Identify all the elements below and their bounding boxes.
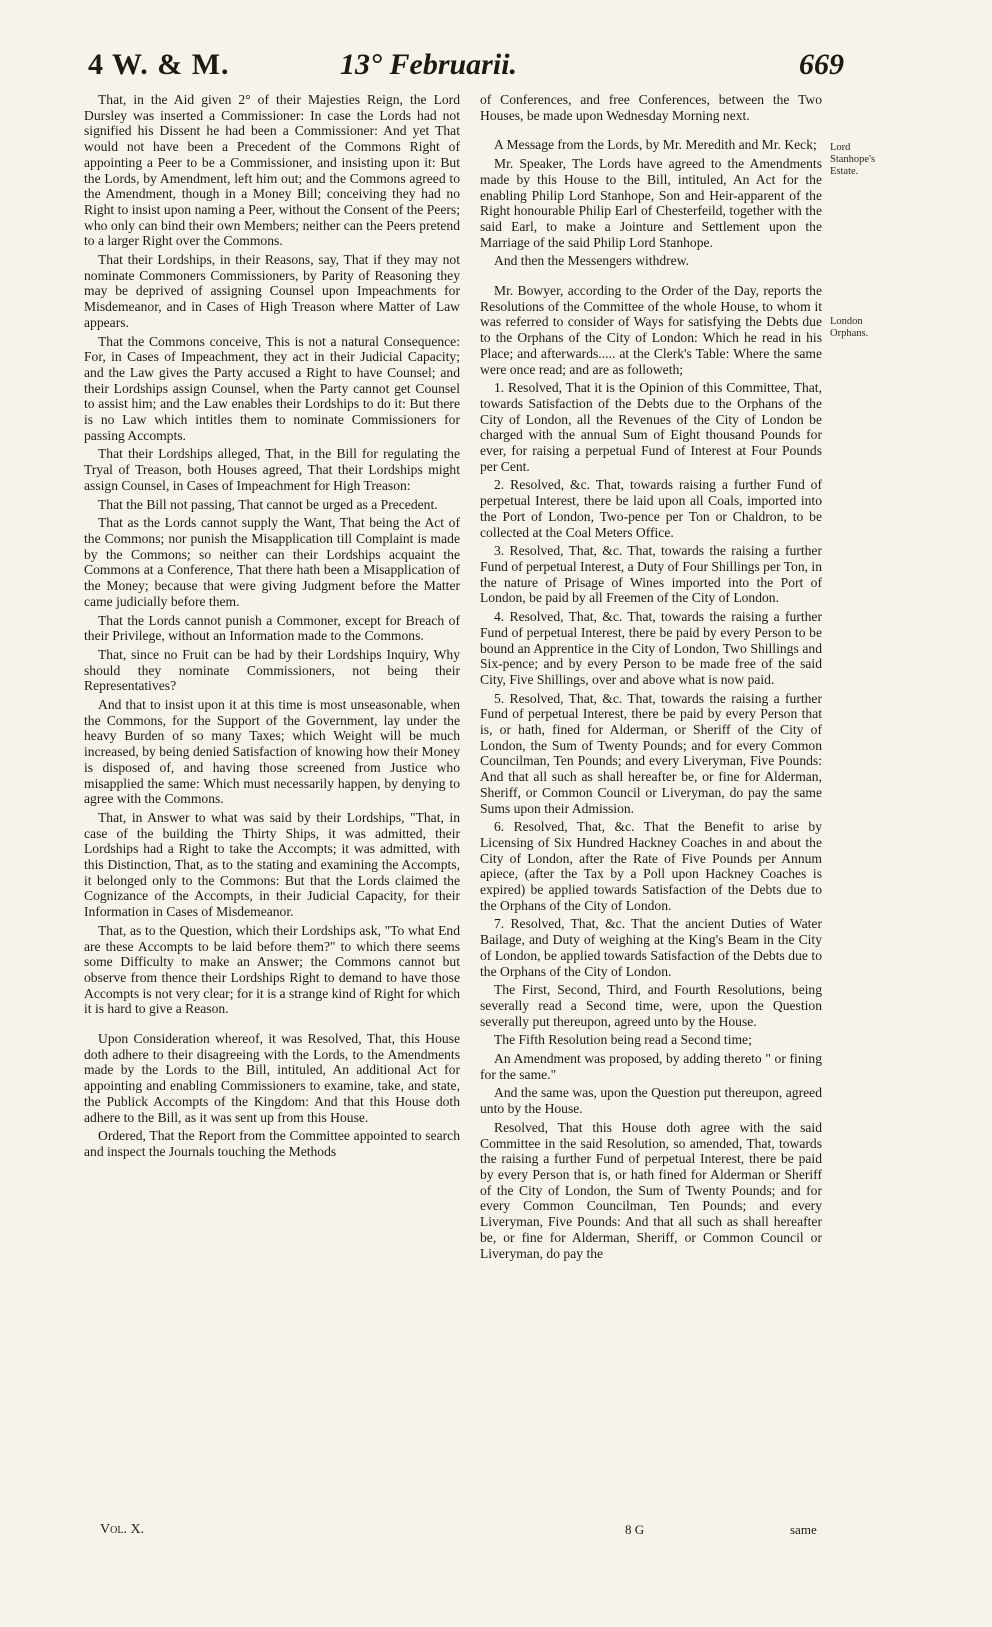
paragraph: And that to insist upon it at this time is most unseasonable, when the Commons, for the Support of the Government, lay under the heavy Burden of so many Taxes; which Weight will be much increased, by being denied Satisfaction of knowing how their Money is disposed of, and having those screened from Justice who misapplied the same: Which must necessarily happen, by denying to agree with the Commons. — [84, 697, 460, 807]
paragraph: An Amendment was proposed, by adding thereto " or fining for the same." — [480, 1051, 822, 1082]
volume-label: Vol. X. — [100, 1522, 145, 1537]
paragraph: That, in the Aid given 2° of their Majesties Reign, the Lord Dursley was inserted a Commissioner: In case the Lords had not signified his Dissent he had been a Commissioner: And yet That would not have been a Precedent of the Commons Right of appointing a Peer to be a Commissioner, and insisting upon it: But the Lords, by Amendment, left him out; and the Commons agreed to the Amendment, though in a Money Bill; conceiving they had no Right to insist upon naming a Peer, without the Consent of the Peers; who only can bind their own Members; neither can the Peers pretend to a larger Right over the Commons. — [84, 92, 460, 249]
paragraph: The Fifth Resolution being read a Second time; — [494, 1032, 752, 1048]
paragraph: Resolved, That this House doth agree with the said Committee in the said Resolution, so amended, That, towards the raising a further Fund of perpetual Interest, there be paid by every Person that is, or hath fined for Alderman or Sheriff of the City of London, the Sum of Twenty Pounds; and for every Common Councilman, Ten Pounds; and every Liveryman, Five Pounds: And that all such as shall hereafter be, or fine for Alderman, Sheriff, or Common Council or Liveryman, do pay the — [480, 1119, 822, 1261]
resolution-item: 2. Resolved, &c. That, towards raising a further Fund of perpetual Interest, there be laid upon all Coals, imported into the Port of London, Two-pence per Ton or Chaldron, to be collected at the Coal Meters Office. — [480, 477, 822, 540]
date-heading: 13° Februarii. — [340, 48, 518, 81]
paragraph: Mr. Speaker, The Lords have agreed to the Amendments made by this House to the Bill, intituled, An Act for the enabling Philip Lord Stanhope, Son and Heir-apparent of the Right honourable Philip Earl of Chesterfeild, together with the said Earl, to make a Jointure and Settlement upon the Marriage of the said Philip Lord Stanhope. — [480, 156, 822, 250]
paragraph: of Conferences, and free Conferences, between the Two Houses, be made upon Wednesday Morning next. — [480, 92, 822, 123]
signature-mark: 8 G — [625, 1522, 645, 1537]
resolution-item: 6. Resolved, That, &c. That the Benefit to arise by Licensing of Six Hundred Hackney Coaches in and about the City of London, after the Rate of Five Pounds per Annum apiece, (after the Tax by a Poll upon Hackney Coaches is expired) be applied towards Satisfaction of the Debts due to the Orphans of the City of London. — [480, 819, 822, 913]
page-header — [88, 48, 844, 88]
order-paragraph: Ordered, That the Report from the Committee appointed to search and inspect the Journals touching the Methods — [84, 1128, 460, 1159]
paragraph: That their Lordships alleged, That, in the Bill for regulating the Tryal of Treason, both Houses agreed, That their Lordships might assign Counsel, in Cases of Impeachment for High Treason: — [84, 446, 460, 493]
paragraph: That as the Lords cannot supply the Want, That being the Act of the Commons; nor punish the Misapplication till Complaint is made by the Commons; so neither can their Lordships acquaint the Commons at a Conference, That there hath been a Misapplication of the Money; because that were giving Judgment before the Matter came judicially before them. — [84, 515, 460, 609]
paragraph: And the same was, upon the Question put thereupon, agreed unto by the House. — [480, 1085, 822, 1117]
resolution-item: 1. Resolved, That it is the Opinion of this Committee, That, towards Satisfaction of the Debts due to the Orphans of the City of London, all the Revenues of the City of London be charged with the annual Sum of Eight thousand Pounds for ever, for raising a perpetual Fund of Interest at Four Pounds per Cent. — [480, 380, 822, 474]
paragraph: The First, Second, Third, and Fourth Resolutions, being severally read a Second time, were, upon the Question severally put thereupon, agreed unto by the House. — [480, 982, 822, 1029]
right-column — [480, 92, 822, 1264]
resolution-item: 3. Resolved, That, &c. That, towards the raising a further Fund of perpetual Interest, a Duty of Four Shillings per Ton, in the nature of Prisage of Wines imported into the Port of London, be paid by all Freemen of the City of London. — [480, 543, 822, 606]
paragraph: That the Bill not passing, That cannot be urged as a Precedent. — [98, 496, 438, 512]
page-number: 669 — [799, 48, 844, 81]
paragraph: That the Commons conceive, This is not a natural Consequence: For, in Cases of Impeachment, they act in their Judicial Capacity; and the Law gives the Party accused a Right to have Counsel; and their Lordships assign Counsel, when the Party cannot get Counsel to assist him; and the Law enables their Lordships to do it: But there is no Law which intitles them to nominate Commissioners for passing Accompts. — [84, 333, 460, 443]
resolution-item: 4. Resolved, That, &c. That, towards the raising a further Fund of perpetual Interest, there be paid by every Person to be bound an Apprentice in the City of London, Two Shillings and Six-pence; and by every Person to be made free of the said City, Five Shillings, over and above what is now paid. — [480, 609, 822, 687]
paragraph: That the Lords cannot punish a Commoner, except for Breach of their Privilege, without an Information made to the Commons. — [84, 612, 460, 644]
paragraph: And then the Messengers withdrew. — [494, 253, 690, 269]
resolution-paragraph: Upon Consideration whereof, it was Resolved, That, this House doth adhere to their disagreeing with the Lords, to the Amendments made by the Lords to the Bill, intituled, An additional Act for appointing and enabling Commissioners to examine, take, and state, the Publick Accompts of the Kingdom: And that this House doth adhere to the Bill, as it was sent up from this House. — [84, 1031, 460, 1125]
paragraph: That, in Answer to what was said by their Lordships, "That, in case of the building the Thirty Ships, it was admitted, their Lordships had a Right to take the Accompts; it was admitted, with this Distinction, That, as to the stating and examining the Accompts, it belonged only to the Commons: But that the Lords claimed the Cognizance of the Accompts, in their Judicial Capacity, for their Information in Cases of Misdemeanor. — [84, 809, 460, 920]
report-paragraph: Mr. Bowyer, according to the Order of the Day, reports the Resolutions of the Committee of the whole House, to whom it was referred to consider of Ways for satisfying the Debts due to the Orphans of the City of London: Which he read in his Place; and afterwards..... at the Clerk's Table: Where the same were once read; and are as followeth; — [480, 283, 822, 377]
regnal-year: 4 W. & M. — [88, 48, 230, 81]
resolution-item: 5. Resolved, That, &c. That, towards the raising a further Fund of perpetual Interest, there be paid by every Person that is, or hath, fined for Alderman, or Sheriff of the City of London, the Sum of Twenty Pounds; and for every Common Councilman, Ten Pounds; and every Liveryman, Five Pounds: And that all such as shall hereafter be, or fine for Alderman, Sheriff, or Common Council or Liveryman, do pay the same Sums upon their Admission. — [480, 690, 822, 816]
paragraph: That their Lordships, in their Reasons, say, That if they may not nominate Commoners Commissioners, by Parity of Reasoning they may be deprived of assigning Counsel upon Impeachments for Misdemeanor, and in Cases of High Treason where Matter of Law appears. — [84, 252, 460, 330]
paragraph: That, since no Fruit can be had by their Lordships Inquiry, Why should they nominate Commissioners, not being their Representatives? — [84, 646, 460, 694]
message-paragraph: A Message from the Lords, by Mr. Meredith and Mr. Keck; — [494, 137, 817, 153]
left-column — [84, 92, 460, 1163]
margin-note-orphans: London Orphans. — [830, 316, 869, 339]
catchword: same — [790, 1522, 817, 1537]
resolution-item: 7. Resolved, That, &c. That the ancient Duties of Water Bailage, and Duty of weighing at the King's Beam in the City of London, be applied towards Satisfaction of the Debts due to the Orphans of the City of London. — [480, 916, 822, 979]
paragraph: That, as to the Question, which their Lordships ask, "To what End are these Accompts to be laid before them?" to which there seems some Difficulty to make an Answer; the Commons cannot but observe from thence their Lordships Right to demand to have those Accompts is not very clear; for it is a strange kind of Right for which it is hard to give a Reason. — [84, 922, 461, 1017]
margin-note-stanhope: Lord Stanhope's Estate. — [830, 142, 876, 177]
